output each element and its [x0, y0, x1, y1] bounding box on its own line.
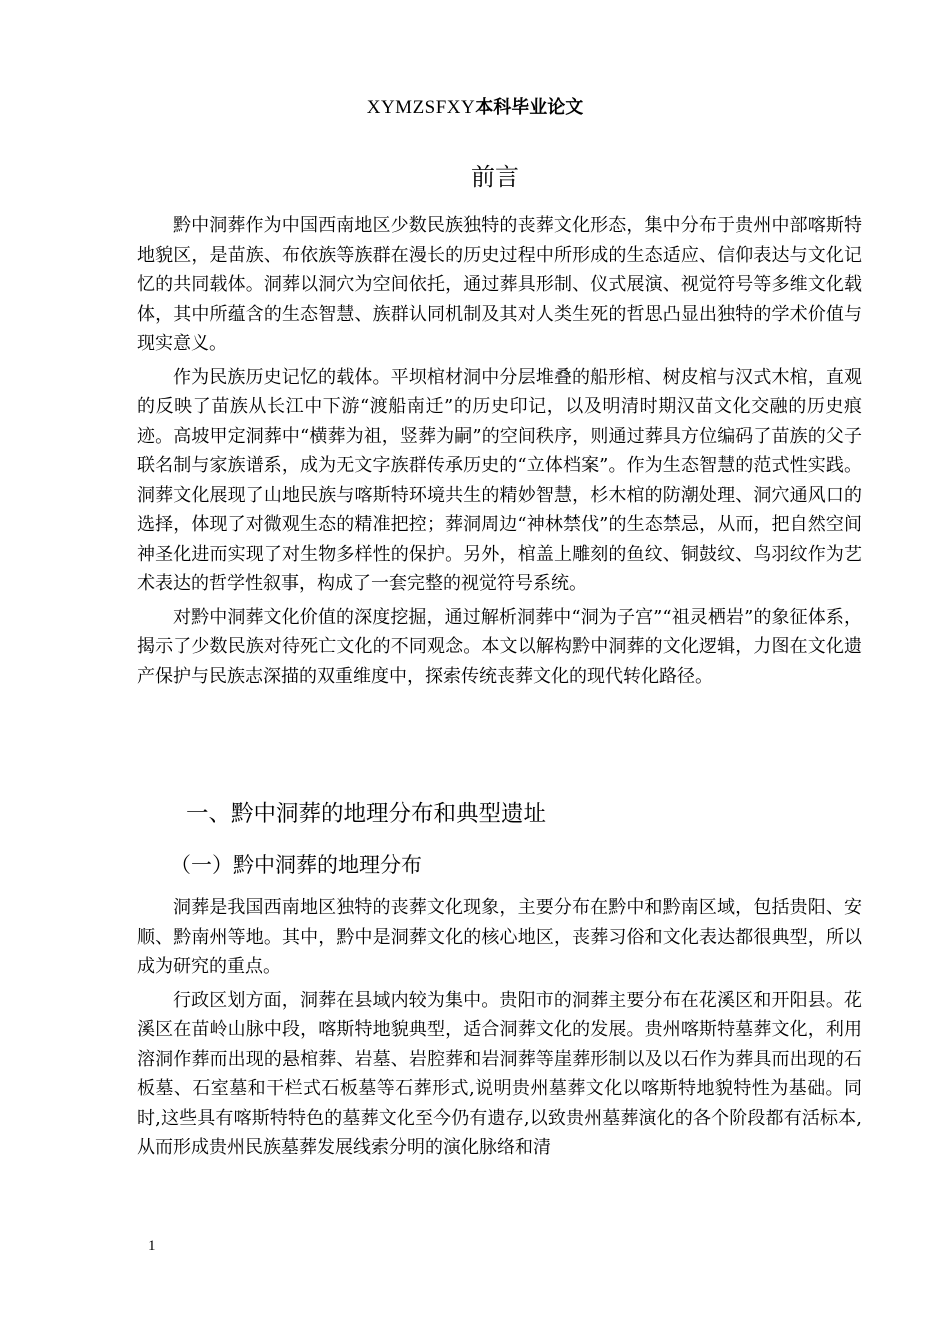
- subsection-paragraph-1: 洞葬是我国西南地区独特的丧葬文化现象，主要分布在黔中和黔南区域，包括贵阳、安顺、黔南州等地。其中，黔中是洞葬文化的核心地区，丧葬习俗和文化表达都很典型，所以成为研究的重点。: [137, 897, 862, 977]
- preface-body: [137, 211, 862, 695]
- page-number: 1: [148, 1238, 156, 1254]
- preface-title: 前言: [471, 163, 519, 191]
- subsection-1-body: [137, 893, 862, 1167]
- preface-paragraph-3: 对黔中洞葬文化价值的深度挖掘，通过解析洞葬中“洞为子宫”“祖灵栖岩”的象征体系，揭示了少数民族对待死亡文化的不同观念。本文以解构黔中洞葬的文化逻辑，力图在文化遗产保护与民族志深描的双重维度中，探索传统丧葬文化的现代转化路径。: [137, 606, 862, 687]
- subsection-1-heading: （一）黔中洞葬的地理分布: [170, 853, 422, 877]
- section-1-heading: 一、黔中洞葬的地理分布和典型遗址: [186, 801, 547, 827]
- running-header: [0, 93, 950, 122]
- subsection-paragraph-2: 行政区划方面，洞葬在县域内较为集中。贵阳市的洞葬主要分布在花溪区和开阳县。花溪区在苗岭山脉中段，喀斯特地貌典型，适合洞葬文化的发展。贵州喀斯特墓葬文化，利用溶洞作葬而出现的悬棺葬、岩墓、岩腔葬和岩洞葬等崖葬形制以及以石作为葬具而出现的石板墓、石室墓和干栏式石板墓等石葬形式,说明贵州墓葬文化以喀斯特地貌特性为基础。同时,这些具有喀斯特特色的墓葬文化至今仍有遗存,以致贵州墓葬演化的各个阶段都有活标本,从而形成贵州民族墓葬发展线索分明的演化脉络和清: [137, 989, 862, 1158]
- header-code: XYMZSFXY: [366, 97, 476, 118]
- preface-paragraph-2: 作为民族历史记忆的载体。平坝棺材洞中分层堆叠的船形棺、树皮棺与汉式木棺，直观的反映了苗族从长江中下游“渡船南迁”的历史印记，以及明清时期汉苗文化交融的历史痕迹。高坡甲定洞葬中“横葬为祖，竖葬为嗣”的空间秩序，则通过葬具方位编码了苗族的父子联名制与家族谱系，成为无文字族群传承历史的“立体档案”。作为生态智慧的范式性实践。洞葬文化展现了山地民族与喀斯特环境共生的精妙智慧，杉木棺的防潮处理、洞穴通风口的选择，体现了对微观生态的精准把控；葬洞周边“神林禁伐”的生态禁忌，从而，把自然空间神圣化进而实现了对生物多样性的保护。另外，棺盖上雕刻的鱼纹、铜鼓纹、鸟羽纹作为艺术表达的哲学性叙事，构成了一套完整的视觉符号系统。: [137, 366, 862, 594]
- header-title: 本科毕业论文: [475, 97, 584, 118]
- preface-paragraph-1: 黔中洞葬作为中国西南地区少数民族独特的丧葬文化形态，集中分布于贵州中部喀斯特地貌区，是苗族、布依族等族群在漫长的历史过程中所形成的生态适应、信仰表达与文化记忆的共同载体。洞葬以洞穴为空间依托，通过葬具形制、仪式展演、视觉符号等多维文化载体，其中所蕴含的生态智慧、族群认同机制及其对人类生死的哲思凸显出独特的学术价值与现实意义。: [137, 215, 862, 354]
